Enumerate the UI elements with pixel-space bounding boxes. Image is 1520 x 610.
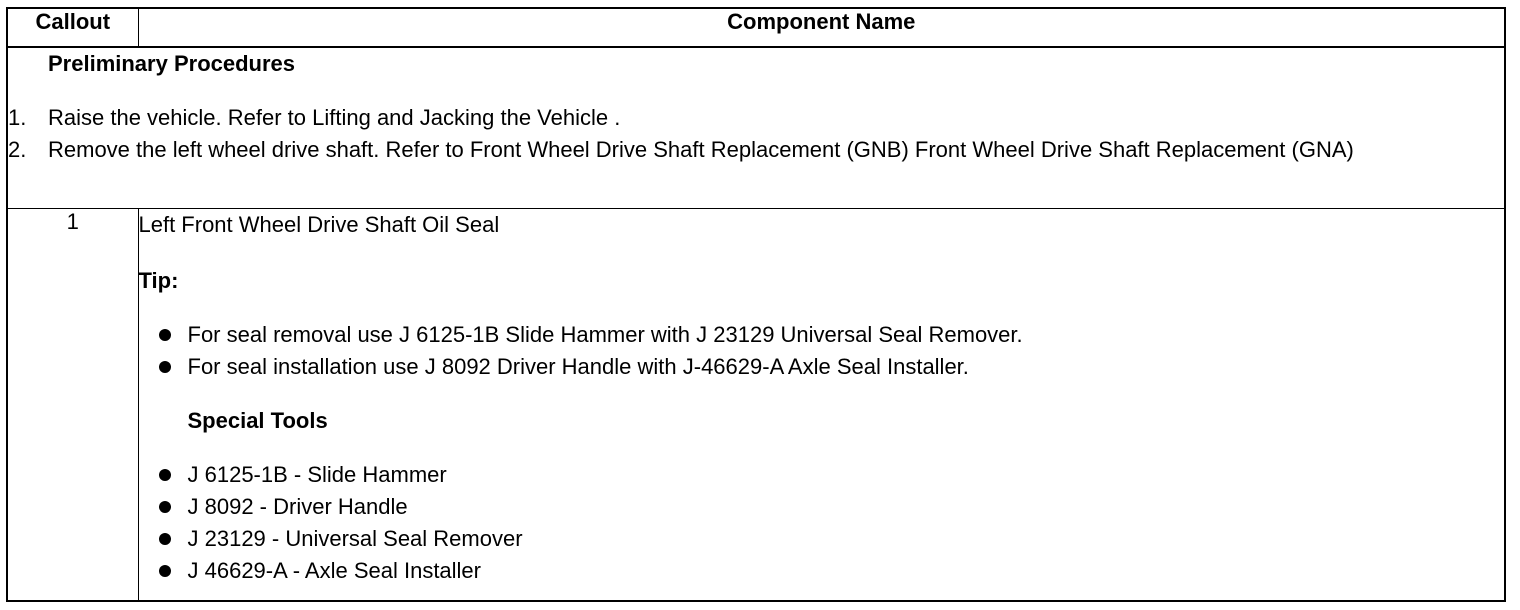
bullet-dot-icon <box>159 329 171 341</box>
special-tools-title: Special Tools <box>187 407 328 433</box>
callout-column-header: Callout <box>8 9 138 47</box>
special-tool-text: J 23129 - Universal Seal Remover <box>187 525 523 551</box>
tip-item <box>139 351 1505 383</box>
special-tool-text: J 46629-A - Axle Seal Installer <box>187 557 481 583</box>
procedure-table-frame <box>6 7 1506 602</box>
preliminary-steps-list <box>8 102 1504 166</box>
preliminary-row <box>8 47 1504 208</box>
bullet-dot-icon <box>159 533 171 545</box>
special-tool-text: J 6125-1B - Slide Hammer <box>187 461 447 487</box>
procedure-table <box>8 9 1504 600</box>
preliminary-step <box>8 102 1504 134</box>
step-text: Raise the vehicle. Refer to Lifting and Jacking the Vehicle . <box>48 105 621 130</box>
component-cell <box>138 208 1504 600</box>
preliminary-step <box>8 134 1504 166</box>
preliminary-procedures-cell <box>8 47 1504 208</box>
table-header-row <box>8 9 1504 47</box>
tip-label: Tip: <box>138 267 179 293</box>
preliminary-procedures-title: Preliminary Procedures <box>48 51 296 76</box>
step-number: 1. <box>8 105 27 130</box>
special-tools-list <box>139 459 1505 587</box>
tip-list <box>139 319 1505 383</box>
special-tool-item <box>139 459 1505 491</box>
callout-number: 1 <box>8 208 138 600</box>
tip-text: For seal removal use J 6125-1B Slide Hammer with J 23129 Universal Seal Remover. <box>187 321 1023 347</box>
component-name: Left Front Wheel Drive Shaft Oil Seal <box>138 211 500 237</box>
bullet-dot-icon <box>159 565 171 577</box>
step-number: 2. <box>8 137 27 162</box>
bullet-dot-icon <box>159 361 171 373</box>
special-tool-item <box>139 523 1505 555</box>
step-text: Remove the left wheel drive shaft. Refer to Front Wheel Drive Shaft Replacement (GNB) Front Wheel Drive Shaft Replacement (GNA) <box>48 137 1354 162</box>
tip-item <box>139 319 1505 351</box>
special-tool-text: J 8092 - Driver Handle <box>187 493 408 519</box>
component-name-column-header: Component Name <box>138 9 1504 47</box>
table-row <box>8 208 1504 600</box>
special-tool-item <box>139 555 1505 587</box>
bullet-dot-icon <box>159 501 171 513</box>
tip-text: For seal installation use J 8092 Driver Handle with J-46629-A Axle Seal Installer. <box>187 353 969 379</box>
bullet-dot-icon <box>159 469 171 481</box>
special-tool-item <box>139 491 1505 523</box>
